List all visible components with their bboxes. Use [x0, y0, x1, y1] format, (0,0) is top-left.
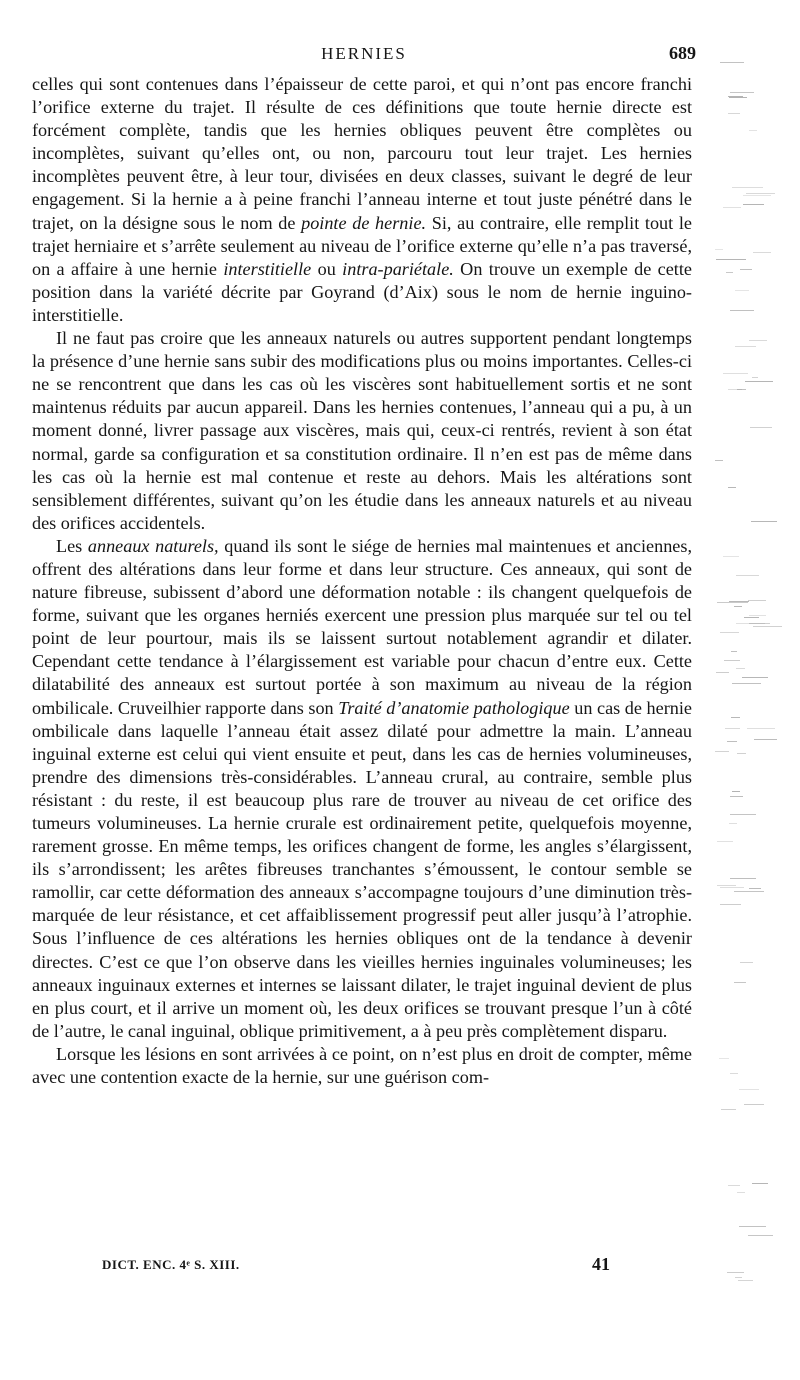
- margin-mark: [720, 632, 739, 633]
- paragraph: [32, 73, 692, 327]
- scan-margin-noise: [714, 30, 784, 1350]
- margin-mark: [740, 269, 752, 270]
- margin-mark: [717, 841, 733, 842]
- text-run: celles qui sont contenues dans l’épaisseur de cette paroi, et qui n’ont pas encore franchi l’orifice externe du trajet. Il résulte de ces définitions que toute hernie directe est forcément complète, tandis que les hernies obliques peuvent être complètes ou incomplètes, suivant qu’elles ont, ou non, parcouru tout leur trajet. Les hernies incomplètes peuvent être, à leur tour, divisées en deux classes, suivant le degré de leur engagement. Si la hernie a à peine franchi l’anneau interne et tout juste pénétré dans le trajet, on la désigne sous le nom de: [32, 74, 692, 233]
- margin-mark: [753, 626, 782, 627]
- margin-mark: [745, 381, 773, 382]
- margin-mark: [744, 1104, 764, 1105]
- margin-mark: [735, 346, 756, 347]
- margin-mark: [721, 1109, 736, 1110]
- margin-mark: [735, 290, 749, 291]
- margin-mark: [716, 672, 729, 673]
- paragraph: [32, 327, 692, 535]
- margin-mark: [737, 389, 746, 390]
- margin-mark: [751, 521, 777, 522]
- margin-mark: [732, 683, 761, 684]
- margin-mark: [744, 617, 759, 618]
- running-title: HERNIES: [321, 44, 407, 63]
- margin-mark: [739, 1226, 766, 1227]
- margin-mark: [720, 904, 741, 905]
- margin-mark: [752, 377, 758, 378]
- margin-mark: [749, 340, 767, 341]
- paragraph: [32, 535, 692, 1043]
- margin-mark: [720, 887, 744, 888]
- text-run: un cas de hernie ombilicale dans laquelle l’anneau était assez dilaté pour admettre la main. L’anneau inguinal externe est celui qui vient ensuite et peut, dans les cas de hernies volumineuses, prendre des dimensions très-considérables. L’anneau crural, au contraire, semble plus résistant : du reste, il est beaucoup plus rare de trouver au niveau de cet orifice des tumeurs volumineuses. La hernie crurale est ordinairement petite, quelquefois moyenne, rarement grosse. En même temps, les orifices changent de forme, les angles s’élargissent, ils s’arrondissent; les arêtes fibreuses tranchantes s’émoussent, le contour semble se ramollir, car cette déformation des anneaux s’accompagne toujours d’une diminution très-marquée de leur résistance, et cet affaiblissement progressif peut aller jusqu’à l’atrophie. Sous l’influence de ces altérations les hernies obliques ont de la tendance à devenir directes. C’est ce que l’on observe dans les vieilles hernies inguinales volumineuses; les anneaux inguinaux externes et internes se laissant dilater, le trajet inguinal devient de plus en plus court, et il arrive un moment où, les deux orifices se trouvant presque l’un à côté de l’autre, le canal inguinal, oblique primitivement, a à peu près complètement disparu.: [32, 697, 692, 1041]
- margin-mark: [748, 600, 766, 601]
- margin-mark: [749, 130, 757, 131]
- margin-mark: [740, 962, 753, 963]
- margin-mark: [754, 739, 777, 740]
- margin-mark: [730, 92, 754, 93]
- margin-mark: [734, 982, 746, 983]
- margin-mark: [743, 204, 764, 205]
- margin-mark: [725, 728, 740, 729]
- margin-mark: [728, 113, 740, 114]
- margin-mark: [731, 651, 737, 652]
- paragraph: [32, 1043, 692, 1089]
- margin-mark: [731, 717, 740, 718]
- margin-mark: [715, 751, 729, 752]
- italic-text: interstitielle: [223, 258, 312, 279]
- text-run: Si, au contraire, elle remplit tout le trajet herniaire et s’arrête seulement au niveau de l’orifice externe qu’elle n’a pas traversé, on a affaire à une hernie: [32, 212, 693, 279]
- page-number: 689: [669, 43, 696, 63]
- margin-mark: [730, 1073, 738, 1074]
- margin-mark: [747, 728, 775, 729]
- margin-mark: [750, 427, 772, 428]
- margin-mark: [730, 310, 754, 311]
- margin-mark: [734, 891, 764, 892]
- margin-mark: [717, 885, 736, 886]
- text-run: On trouve un exemple de cette position dans la variété décrite par Goyrand (d’Aix) sous le nom de hernie inguino-interstitielle.: [32, 258, 692, 325]
- margin-mark: [736, 623, 765, 624]
- margin-mark: [717, 602, 748, 603]
- sheet-number: 41: [592, 1254, 610, 1274]
- margin-mark: [742, 677, 768, 678]
- text-run: ou: [311, 258, 343, 279]
- text-run: Il ne faut pas croire que les anneaux naturels ou autres supportent pendant longtemps la présence d’une hernie sans subir des modifications plus ou moins importantes. Celles-ci ne se rencontrent que dans les cas où les viscères sont habituellement sortis et ne sont maintenus réduits par aucun appareil. Dans les hernies contenues, l’anneau qui a pu, à un moment donné, livrer passage aux viscères, mais qui, ceux-ci rentrés, revient à son état normal, garde sa configuration et sa constitution ordinaire. Il n’en est pas de même dans les cas où la hernie est mal contenue et reste au dehors. Mais les altérations sont sensiblement différentes, suivant qu’on les étudie dans les anneaux naturels et au niveau des orifices accidentels.: [32, 328, 692, 533]
- margin-mark: [720, 62, 744, 63]
- margin-mark: [729, 823, 737, 824]
- signature-mark: DICT. ENC. 4ᵉ S. XIII.: [102, 1257, 240, 1272]
- margin-mark: [736, 668, 745, 669]
- margin-mark: [749, 888, 761, 889]
- italic-text: intra-pariétale.: [342, 258, 454, 279]
- margin-mark: [743, 195, 771, 196]
- page-footer: [32, 1254, 692, 1276]
- margin-mark: [732, 791, 740, 792]
- italic-text: anneaux naturels,: [87, 535, 219, 556]
- margin-mark: [753, 252, 771, 253]
- margin-mark: [732, 187, 763, 188]
- margin-mark: [716, 259, 746, 260]
- margin-mark: [719, 1058, 729, 1059]
- margin-mark: [723, 373, 748, 374]
- margin-mark: [730, 796, 743, 797]
- italic-text: Traité d’anatomie pathologique: [338, 697, 570, 718]
- margin-mark: [730, 814, 756, 815]
- margin-mark: [728, 1185, 740, 1186]
- margin-mark: [727, 1272, 744, 1273]
- italic-text: pointe de hernie.: [301, 212, 427, 233]
- margin-mark: [734, 606, 742, 607]
- margin-mark: [730, 878, 756, 879]
- margin-mark: [737, 753, 746, 754]
- margin-mark: [739, 1089, 759, 1090]
- margin-mark: [723, 207, 741, 208]
- margin-mark: [723, 556, 739, 557]
- margin-mark: [752, 1183, 768, 1184]
- margin-mark: [727, 741, 737, 742]
- margin-mark: [715, 460, 723, 461]
- margin-mark: [728, 487, 736, 488]
- margin-mark: [726, 272, 733, 273]
- margin-mark: [728, 96, 743, 97]
- margin-mark: [736, 575, 759, 576]
- margin-mark: [746, 193, 775, 194]
- text-run: Les: [56, 535, 88, 556]
- body-text: [32, 73, 692, 1089]
- margin-mark: [737, 1192, 745, 1193]
- text-run: Lorsque les lésions en sont arrivées à ce point, on n’est plus en droit de compter, même avec une contention exacte de la hernie, sur une guérison com-: [32, 1043, 692, 1088]
- margin-mark: [735, 1277, 742, 1278]
- margin-mark: [748, 1235, 773, 1236]
- margin-mark: [729, 97, 747, 98]
- margin-mark: [749, 615, 766, 616]
- margin-mark: [724, 660, 740, 661]
- margin-mark: [715, 249, 723, 250]
- text-run: quand ils sont le siége de hernies mal maintenues et anciennes, offrent des altérations dans leur forme et dans leur structure. Ces anneaux, qui sont de nature fibreuse, subissent d’abord une déformation notable : ils changent quelquefois de forme, suivant que les organes herniés exercent une pression plus marquée sur tel ou tel point de leur pourtour, mais ils se laissent surtout notablement agrandir et dilater. Cependant cette tendance à l’élargissement est variable pour chacun d’entre eux. Cette dilatabilité des anneaux est surtout portée à son maximum au niveau de la région ombilicale. Cruveilhier rapporte dans son: [32, 535, 692, 718]
- running-header: [32, 40, 696, 66]
- margin-mark: [738, 1280, 753, 1281]
